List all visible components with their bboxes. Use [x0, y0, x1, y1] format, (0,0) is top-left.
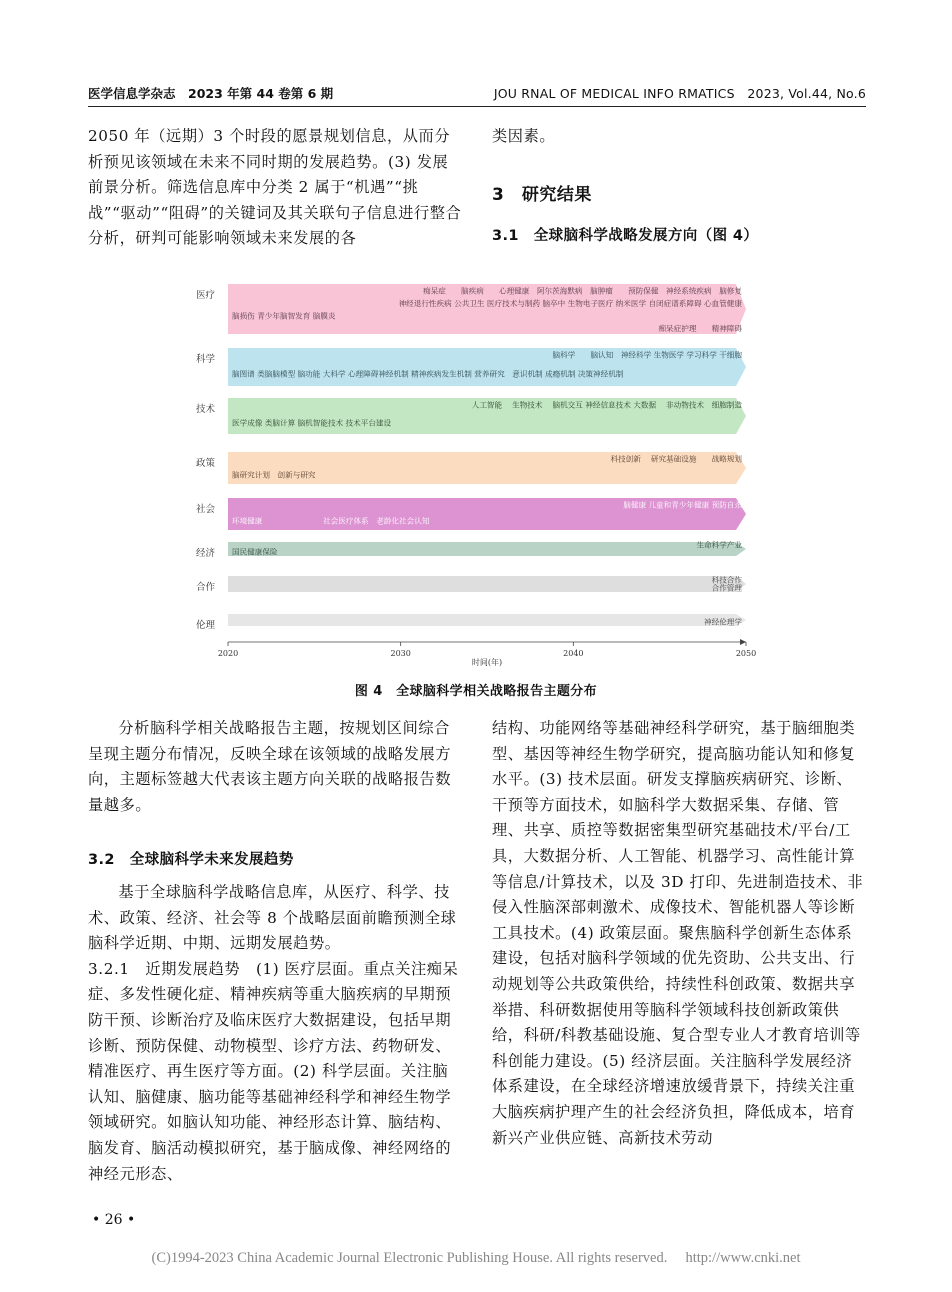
- journal-name-en: JOU RNAL OF MEDICAL INFO RMATICS 2023, Vol.44, No.6: [493, 86, 866, 101]
- x-axis-title: 时间(年): [471, 658, 503, 667]
- section-3-2-heading: 3.2 全球脑科学未来发展趋势: [88, 852, 294, 868]
- paragraph-fig-analysis: 分析脑科学相关战略报告主题，按规划区间综合呈现主题分布情况，反映全球在该领域的战略发展方向，主题标签越大代表该主题方向关联的战略报告数量越多。: [88, 719, 452, 814]
- running-header: [88, 84, 866, 107]
- paragraph-continuation: 2050 年（远期）3 个时段的愿景规划信息，从而分析预见该领域在未来不同时期的发展趋势。(3) 发展前景分析。筛选信息库中分类 2 属于“机遇”“挑战”“驱动”“阻碍”的关键词及其关联句子信息进行整合分析，研判可能影响领域未来发展的各: [88, 127, 462, 248]
- topic-line: 科技合作: [711, 575, 742, 585]
- band-6: [228, 576, 746, 592]
- topic-line: 脑损伤 青少年脑智发育 脑膜炎: [232, 311, 336, 321]
- topic-line: 人工智能 生物技术 脑机交互 神经信息技术 大数据 非动物技术 细胞制造: [471, 400, 742, 410]
- section-3-heading: 3 研究结果: [492, 185, 592, 205]
- row-label: 社会: [196, 504, 216, 515]
- copyright-footer: (C)1994-2023 China Academic Journal Electronic Publishing House. All rights reserved. http://www.cnki.net: [151, 1250, 801, 1266]
- band-7: [228, 614, 746, 626]
- x-tick-label: 2020: [217, 649, 239, 658]
- row-label: 科学: [196, 354, 216, 365]
- band-5: [228, 542, 746, 556]
- right-column-body: [492, 716, 868, 1151]
- figure-4-timeline-chart: [190, 280, 770, 680]
- paragraph-near-term: 3.2.1 近期发展趋势 (1) 医疗层面。重点关注痴呆症、多发性硬化症、精神疾病等重大脑疾病的早期预防干预、诊断治疗及临床医疗大数据建设，包括早期诊断、预防保健、动物模型、诊疗方法、药物研发、精准医疗、再生医疗等方面。(2) 科学层面。关注脑认知、脑健康、脑功能等基础神经科学和神经生物学领域研究。如脑认知功能、神经形态计算、脑结构、脑发育、脑活动模拟研究，基于脑成像、神经网络的神经元形态、: [88, 959, 459, 1183]
- paragraph-overview: 基于全球脑科学战略信息库，从医疗、科学、技术、政策、经济、社会等 8 个战略层面前瞻预测全球脑科学近期、中期、远期发展趋势。: [88, 883, 457, 953]
- topic-line: 神经伦理学: [704, 617, 742, 627]
- top-left-column: [88, 124, 462, 252]
- row-label: 医疗: [196, 290, 216, 301]
- row-label: 伦理: [196, 620, 216, 631]
- journal-name-cn: 医学信息学杂志 2023 年第 44 卷第 6 期: [88, 86, 334, 101]
- figure-caption: 图 4 全球脑科学相关战略报告主题分布: [354, 684, 598, 699]
- topic-line: 痴呆症护理 精神障碍: [658, 324, 742, 334]
- topic-line: 痴呆症 脑疾病 心理健康 阿尔茨海默病 脑肿瘤 预防保健 神经系统疾病 脑修复: [423, 286, 742, 296]
- topic-line: 脑科学 脑认知 神经科学 生物医学 学习科学 干细胞: [552, 350, 742, 360]
- topic-line: 合作管理: [711, 583, 742, 593]
- topic-line: 脑健康 儿童和青少年健康 预防自杀: [623, 500, 742, 510]
- section-3-1-heading: 3.1 全球脑科学战略发展方向（图 4）: [492, 228, 759, 244]
- topic-line: 医学成像 类脑计算 脑机智能技术 技术平台建设: [232, 418, 392, 428]
- left-column-body: [88, 716, 462, 818]
- x-tick-label: 2030: [390, 649, 411, 658]
- topic-line: 神经退行性疾病 公共卫生 医疗技术与制药 脑卒中 生物电子医疗 纳米医学 自闭症谱系障碍 心血管健康: [398, 299, 742, 309]
- row-label: 经济: [196, 548, 216, 559]
- topic-line: 科技创新 研究基础设施 战略规划: [610, 454, 742, 464]
- paragraph-tail: 类因素。: [492, 127, 556, 145]
- left-column-body-2: [88, 880, 462, 1187]
- row-label: 技术: [196, 404, 216, 415]
- topic-line: 脑图谱 类脑脑模型 脑功能 大科学 心理障碍神经机制 精神疾病发生机制 营养研究 意识机制 成瘾机制 决策神经机制: [232, 369, 624, 379]
- topic-line: 国民健康保险: [232, 547, 278, 557]
- x-tick-label: 2050: [735, 649, 757, 658]
- row-label: 政策: [196, 458, 216, 469]
- page-number: • 26 •: [92, 1212, 136, 1228]
- x-axis-arrow: [740, 639, 746, 645]
- x-tick-label: 2040: [563, 649, 584, 658]
- topic-line: 环境健康 社会医疗体系 老龄化社会认知: [232, 516, 430, 526]
- row-label: 合作: [196, 582, 216, 593]
- topic-line: 生命科学产业: [696, 540, 742, 550]
- top-right-column: [492, 124, 868, 150]
- topic-line: 脑研究计划 创新与研究: [232, 470, 316, 480]
- paragraph-continued: 结构、功能网络等基础神经科学研究，基于脑细胞类型、基因等神经生物学研究，提高脑功能认知和修复水平。(3) 技术层面。研发支撑脑疾病研究、诊断、干预等方面技术，如脑科学大数据采集、存储、管理、共享、质控等数据密集型研究基础技术/平台/工具，大数据分析、人工智能、机器学习、高性能计算等信息/计算技术，以及 3D 打印、先进制造技术、非侵入性脑深部刺激术、成像技术、智能机器人等诊断工具技术。(4) 政策层面。聚焦脑科学创新生态体系建设，包括对脑科学领域的优先资助、公共支出、行动规划等公共政策供给，持续性科创政策、数据共享举措、科研数据使用等脑科学领域科技创新政策供给，科研/科教基础设施、复合型专业人才教育培训等科创能力建设。(5) 经济层面。关注脑科学发展经济体系建设，在全球经济增速放缓背景下，持续关注重大脑疾病护理产生的社会经济负担，降低成本，培育新兴产业供应链、高新技术劳动: [492, 719, 864, 1147]
